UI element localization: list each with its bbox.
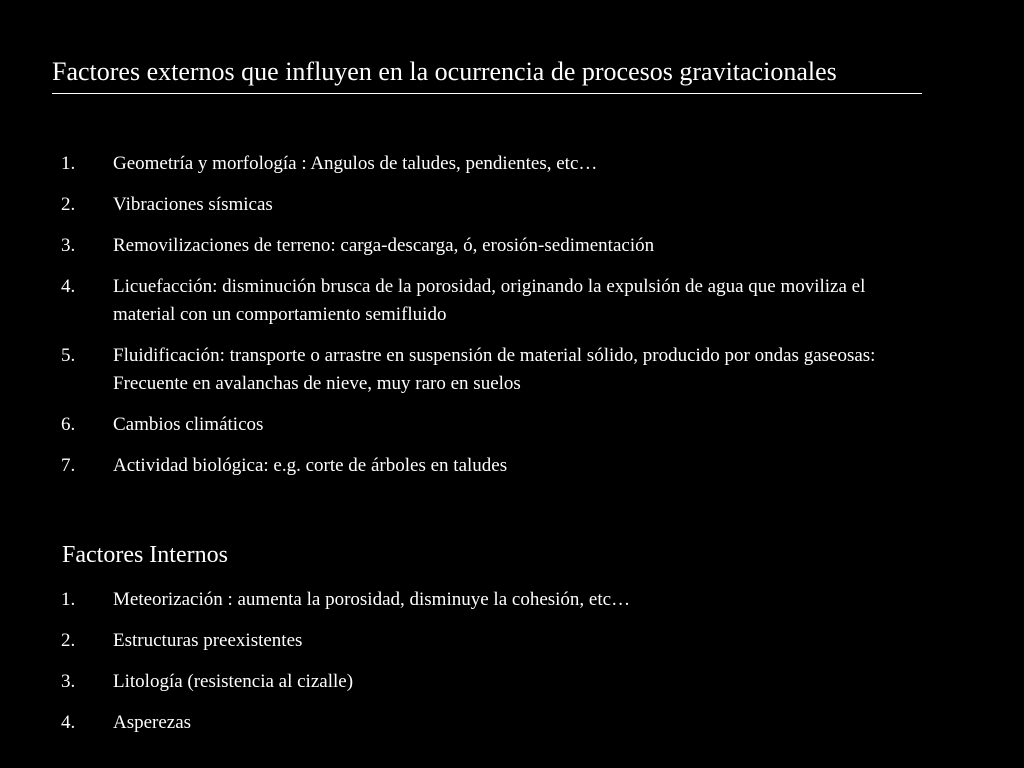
item-number: 2. bbox=[61, 630, 76, 651]
item-number: 6. bbox=[61, 414, 76, 435]
item-text: Actividad biológica: e.g. corte de árboles en taludes bbox=[113, 455, 508, 476]
item-number: 4. bbox=[61, 712, 76, 733]
list-item bbox=[0, 273, 913, 329]
item-text: Vibraciones sísmicas bbox=[113, 194, 273, 215]
item-text: Asperezas bbox=[113, 712, 192, 733]
list-item bbox=[0, 452, 913, 480]
list-item bbox=[0, 668, 913, 696]
item-number: 2. bbox=[61, 194, 76, 215]
list-item bbox=[0, 709, 913, 737]
item-text: Fluidificación: transporte o arrastre en suspensión de material sólido, producido por ondas gaseosas: Frecuente en avalanchas de nieve, muy raro en suelos bbox=[113, 345, 876, 394]
item-text: Estructuras preexistentes bbox=[113, 630, 303, 651]
internal-factors-list bbox=[0, 586, 1024, 750]
list-item bbox=[0, 150, 913, 178]
item-number: 4. bbox=[61, 276, 76, 297]
item-number: 3. bbox=[61, 235, 76, 256]
item-text: Geometría y morfología : Angulos de taludes, pendientes, etc… bbox=[113, 153, 598, 174]
title-underline bbox=[52, 93, 922, 94]
list-item bbox=[0, 342, 913, 398]
item-text: Licuefacción: disminución brusca de la porosidad, originando la expulsión de agua que moviliza el material con un comportamiento semifluido bbox=[113, 276, 866, 325]
internal-factors-heading: Factores Internos bbox=[62, 542, 228, 568]
slide-title: Factores externos que influyen en la ocurrencia de procesos gravitacionales bbox=[52, 57, 837, 86]
item-text: Cambios climáticos bbox=[113, 414, 264, 435]
item-number: 1. bbox=[61, 153, 76, 174]
item-text: Meteorización : aumenta la porosidad, disminuye la cohesión, etc… bbox=[113, 589, 631, 610]
external-factors-list bbox=[0, 150, 1024, 493]
list-item bbox=[0, 627, 913, 655]
list-item bbox=[0, 411, 913, 439]
list-item bbox=[0, 191, 913, 219]
item-number: 7. bbox=[61, 455, 76, 476]
list-item bbox=[0, 586, 913, 614]
list-item bbox=[0, 232, 913, 260]
item-number: 5. bbox=[61, 345, 76, 366]
item-text: Litología (resistencia al cizalle) bbox=[113, 671, 354, 692]
item-number: 1. bbox=[61, 589, 76, 610]
item-number: 3. bbox=[61, 671, 76, 692]
item-text: Removilizaciones de terreno: carga-descarga, ó, erosión-sedimentación bbox=[113, 235, 655, 256]
